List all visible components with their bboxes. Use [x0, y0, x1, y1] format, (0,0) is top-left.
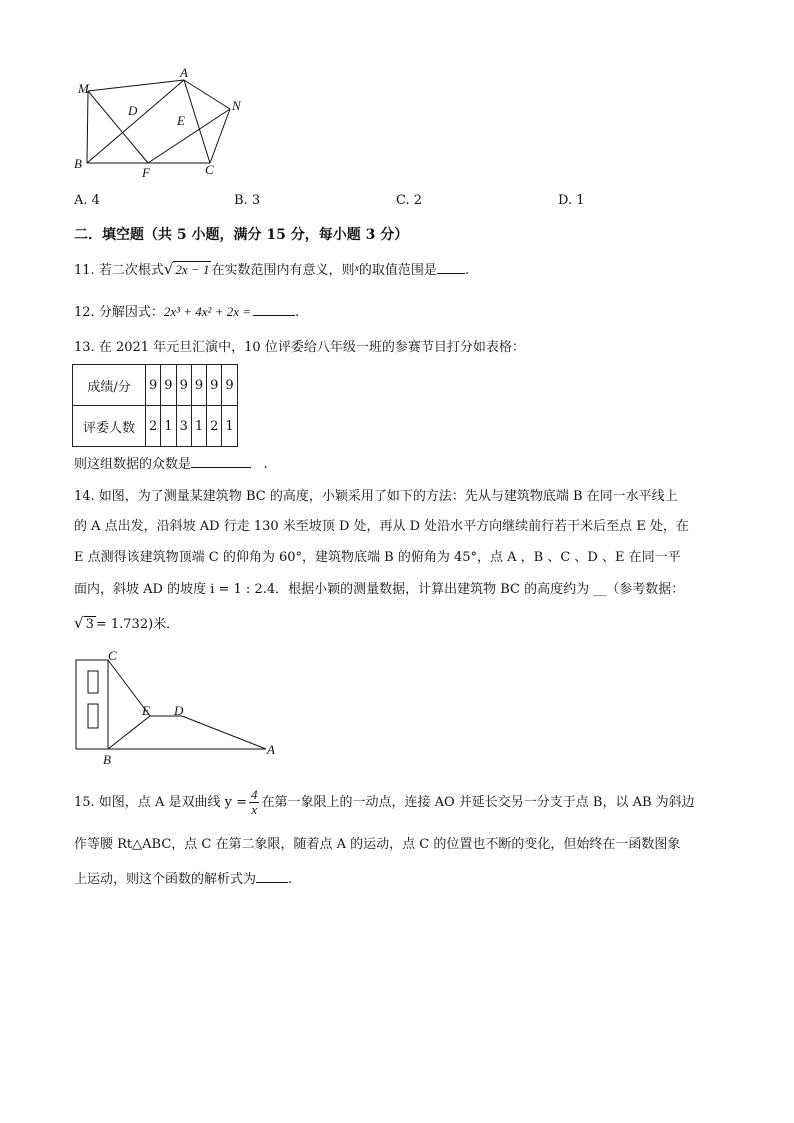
question-14-line-1: 14. 如图，为了测量某建筑物 BC 的高度，小颖采用了如下的方法：先从与建筑物底端 B 在同一水平线上 — [74, 489, 678, 504]
option-d: D. 1 — [558, 193, 585, 208]
label-E: E — [142, 703, 150, 718]
table-header-score: 成绩/分 — [73, 365, 146, 406]
segment-MA — [88, 80, 184, 91]
question-14-line-2: 的 A 点出发，沿斜坡 AD 行走 130 米至坡顶 D 处，再从 D 处沿水平方向继续前行若干米后至点 E 处，在 — [74, 519, 689, 534]
q12-pre: 分解因式： — [98, 305, 164, 320]
q11-var: x — [354, 263, 359, 274]
q11-post: 的取值范围是 — [358, 263, 437, 278]
table-cell: 9 — [191, 365, 206, 406]
q11-answer-blank — [437, 260, 465, 274]
segment-BA — [87, 80, 184, 163]
table-header-judges: 评委人数 — [73, 406, 146, 447]
segment-BE — [108, 716, 150, 749]
q15-answer-blank — [256, 869, 288, 883]
q14-sqrt-radicand: 3 — [85, 617, 94, 632]
segment-FN — [148, 109, 230, 163]
table-cell: 9 — [161, 365, 176, 406]
segment-MF — [88, 91, 148, 163]
option-b: B. 3 — [234, 193, 261, 208]
segment-DA — [182, 716, 266, 749]
segment-AC — [184, 80, 210, 163]
segment-MB — [87, 91, 88, 163]
question-15-line-2: 作等腰 Rt△ABC，点 C 在第二象限，随着点 A 的运动，点 C 的位置也不断的变化，但始终在一函数图象 — [74, 837, 681, 852]
table-cell: 9 — [146, 365, 161, 406]
score-table — [72, 364, 238, 447]
option-c: C. 2 — [396, 193, 423, 208]
label-C: C — [205, 162, 214, 177]
table-cell: 9 — [207, 365, 222, 406]
figure-building-slope — [70, 645, 290, 770]
label-N: N — [232, 98, 241, 113]
label-B: B — [103, 752, 111, 767]
label-A: A — [180, 65, 188, 80]
table-row — [73, 365, 238, 406]
label-B: B — [74, 156, 82, 171]
table-cell: 3 — [176, 406, 191, 447]
segment-NC — [210, 109, 230, 163]
segment-AN — [184, 80, 230, 109]
q13-answer-blank — [191, 454, 251, 468]
q12-number: 12. — [74, 305, 95, 320]
q11-mid: 在实数范围内有意义，则 — [211, 263, 355, 278]
question-12: 12. 分解因式：2x³ + 4x² + 2x = . — [74, 304, 300, 320]
label-F: F — [142, 165, 150, 180]
label-A: A — [267, 742, 275, 757]
table-cell: 1 — [161, 406, 176, 447]
building-window-top — [88, 671, 98, 693]
table-row — [73, 406, 238, 447]
question-13-ask: 则这组数据的众数是 . — [74, 454, 268, 474]
q12-expression: 2x³ + 4x² + 2x = — [163, 304, 252, 319]
label-C: C — [108, 648, 117, 663]
question-15-line-1: 15. 如图，点 A 是双曲线 y = $\frac{4}{x}$ 在第一象限上的一动点，连接 AO 并延长交另一分支于点 B，以 AB 为斜边 — [74, 787, 695, 817]
q14-line-5-rest: = 1.732)米． — [95, 617, 180, 632]
table-cell: 2 — [207, 406, 222, 447]
label-E: E — [177, 113, 185, 128]
q11-number: 11. — [74, 263, 95, 278]
question-11: 11. 若二次根式√ 2x − 1 在实数范围内有意义，则$^x$的取值范围是 . — [74, 260, 470, 278]
q11-pre: 若二次根式 — [98, 263, 164, 278]
question-14-line-3: E 点测得该建筑物顶端 C 的仰角为 60°，建筑物底端 B 的俯角为 45°，点 A ，B 、C 、D 、E 在同一平 — [74, 550, 681, 565]
q15-fraction: $\frac{4}{x}$ — [250, 787, 258, 817]
question-13-intro: 13. 在 2021 年元旦汇演中，10 位评委给八年级一班的参赛节目打分如表格： — [74, 340, 525, 355]
figure-quadrilateral — [70, 60, 260, 180]
q12-answer-blank — [253, 302, 295, 316]
building-window-bottom — [88, 704, 98, 728]
table-cell: 1 — [222, 406, 237, 447]
q11-radicand: 2x − 1 — [175, 262, 210, 277]
table-cell: 9 — [222, 365, 237, 406]
table-cell: 9 — [176, 365, 191, 406]
section-title: 二．填空题（共 5 小题，满分 15 分，每小题 3 分） — [74, 227, 409, 243]
question-15-line-3: 上运动，则这个函数的解析式为 . — [74, 869, 292, 889]
label-M: M — [78, 81, 89, 96]
table-cell: 2 — [146, 406, 161, 447]
label-D: D — [174, 703, 184, 718]
question-14-line-5: √ 3 = 1.732)米． — [74, 614, 180, 632]
label-D: D — [128, 103, 138, 118]
question-14-line-4: 面内，斜坡 AD 的坡度 i = 1 : 2.4．根据小颖的测量数据，计算出建筑物 BC 的高度约为 __（参考数据： — [74, 582, 685, 597]
table-cell: 1 — [191, 406, 206, 447]
option-a: A. 4 — [74, 193, 100, 208]
